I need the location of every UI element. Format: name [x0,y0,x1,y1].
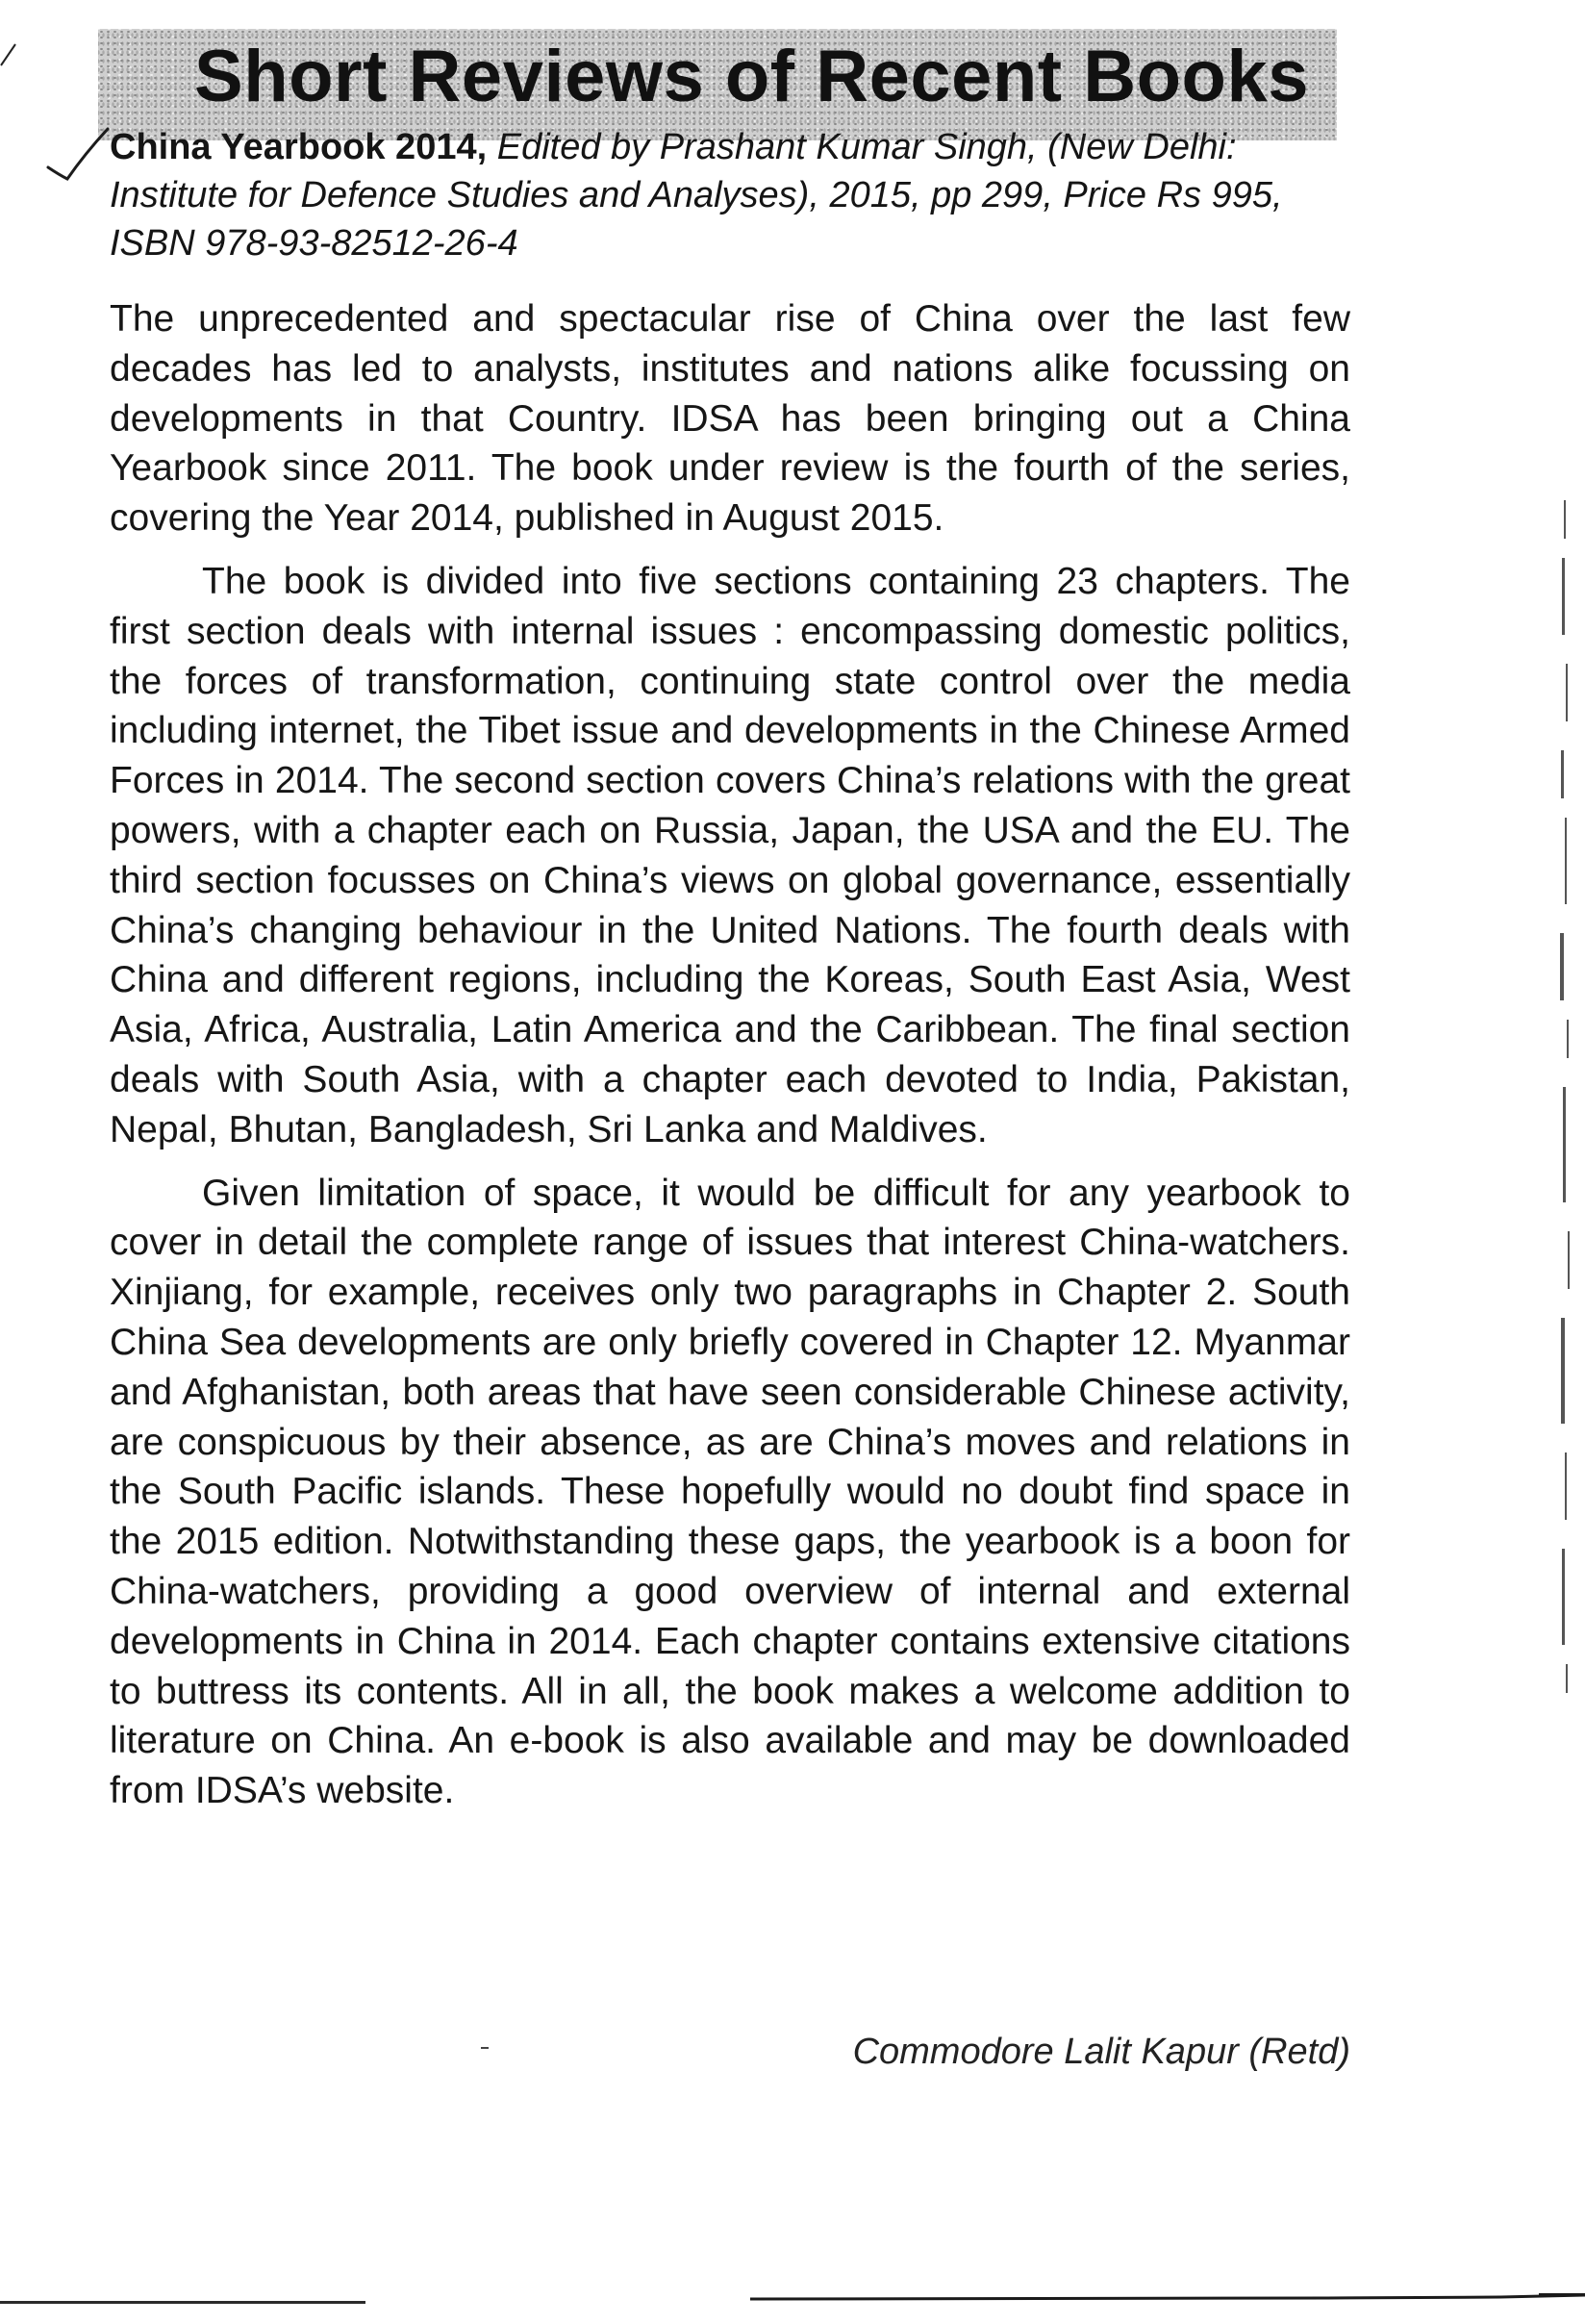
book-citation [110,123,1350,267]
review-paragraph-2: The book is divided into five sections containing 23 chapters. The first section deals with internal issues : encompassing domestic politics, the forces of transformation, continuing state control over the media including internet, the Tibet issue and developments in the Chinese Armed Forces in 2014. The second section covers China’s relations with the great powers, with a chapter each on Russia, Japan, the USA and the EU. The third section focusses on China’s views on global governance, essentially China’s changing behaviour in the United Nations. The fourth deals with China and different regions, including the Koreas, South East Asia, West Asia, Africa, Australia, Latin America and the Caribbean. The final section deals with South Asia, with a chapter each devoted to India, Pakistan, Nepal, Bhutan, Bangladesh, Sri Lanka and Maldives. [110,560,1350,1150]
pen-tick-icon [0,42,17,67]
review-body [110,294,1350,1830]
check-mark-icon [46,125,110,183]
scan-edge-noise [1556,500,1579,1703]
bottom-rule-right [750,2293,1585,2301]
review-paragraph-3: Given limitation of space, it would be difficult for any yearbook to cover in detail the complete range of issues that interest China-watchers. Xinjiang, for example, receives only two paragraphs in Chapter 2. South China Sea developments are only briefly covered in Chapter 12. Myanmar and Afghanistan, both areas that have seen considerable Chinese activity, are conspicuous by their absence, as are China’s moves and relations in the South Pacific islands. These hopefully would no doubt find space in the 2015 edition. Notwithstanding these gaps, the yearbook is a boon for China-watchers, providing a good overview of internal and external developments in China in 2014. Each chapter contains extensive citations to buttress its contents. All in all, the book makes a welcome addition to literature on China. An e-book is also available and may be downloaded from IDSA’s website. [110,1172,1350,1812]
page-title: Short Reviews of Recent Books [194,36,1309,117]
scan-speck [481,2047,489,2049]
book-title: China Yearbook 2014, [110,127,488,167]
bottom-rule-left [0,2301,365,2304]
book-details: Edited by Prashant Kumar Singh, (New Delhi: Institute for Defence Studies and Analyses), 2015, pp 299, Price Rs 995, ISBN 978-93-82512-26-4 [110,127,1283,264]
reviewer-signature: Commodore Lalit Kapur (Retd) [852,2032,1350,2072]
review-paragraph-1: The unprecedented and spectacular rise of China over the last few decades has led to analysts, institutes and nations alike focussing on developments in that Country. IDSA has been bringing out a China Yearbook since 2011. The book under review is the fourth of the series, covering the Year 2014, published in August 2015. [110,298,1350,540]
